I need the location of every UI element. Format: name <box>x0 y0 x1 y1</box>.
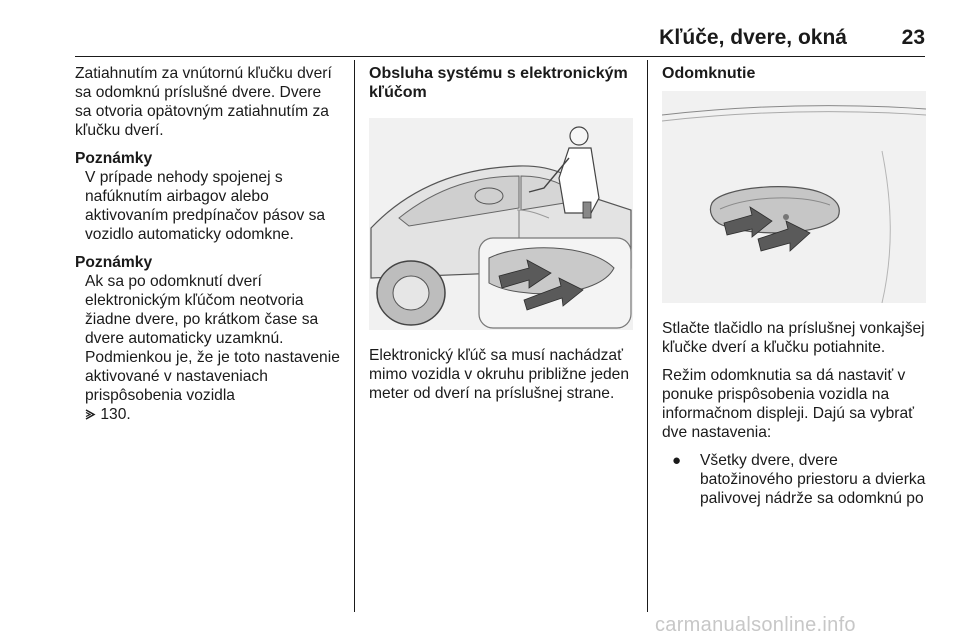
column-1 <box>75 64 340 433</box>
bullet-icon: ● <box>672 452 682 469</box>
note-text-body: Ak sa po odomknutí dverí elektronickým kľúčom neotvoria žiadne dvere, po krátkom čase sa dvere automaticky uzamknú. Podmienkou je, že je toto nastavenie aktivované v nastaveniach prispôsobenia vozidla <box>85 273 340 404</box>
intro-paragraph: Zatiahnutím za vnútornú kľučku dverí sa odomknú príslušné dvere. Dvere sa otvoria opätovným zatiahnutím za kľučku dverí. <box>75 65 332 139</box>
note-title: Poznámky <box>75 150 153 167</box>
page-header <box>75 18 925 50</box>
body-paragraph: Stlačte tlačidlo na príslušnej vonkajšej kľučke dverí a kľučku potiahnite. <box>662 320 925 356</box>
body-paragraph: Režim odomknutia sa dá nastaviť v ponuke prispôsobenia vozidla na informačnom displeji. Dajú sa vybrať dve nastavenia: <box>662 367 914 441</box>
section-heading: Odomknutie <box>662 65 756 82</box>
body-paragraph: Elektronický kľúč sa musí nachádzať mimo vozidla v okruhu približne jeden meter od dverí na príslušnej strane. <box>369 347 630 402</box>
car-door-with-person-illustration <box>369 118 633 330</box>
column-divider-left <box>354 60 355 612</box>
page-number: 23 <box>901 26 925 49</box>
note-text <box>85 272 340 424</box>
list-item <box>672 451 927 508</box>
column-divider-right <box>647 60 648 612</box>
note-title: Poznámky <box>75 254 153 271</box>
note-text: V prípade nehody spojenej s nafúknutím airbagov alebo aktivovaním predpínačov pásov sa vozidlo automaticky odomkne. <box>85 169 326 243</box>
column-2 <box>369 64 634 412</box>
header-divider <box>75 56 925 57</box>
door-handle-press-illustration <box>662 91 926 303</box>
section-heading: Obsluha systému s elektronickým kľúčom <box>369 65 628 101</box>
page-reference-arrow-icon <box>85 406 96 423</box>
list-item-text: Všetky dvere, dvere batožinového priestoru a dvierka palivovej nádrže sa odomknú po <box>700 452 926 507</box>
section-title: Kľúče, dvere, okná <box>659 26 847 49</box>
column-3 <box>662 64 927 508</box>
page-reference[interactable]: 130. <box>100 406 131 423</box>
watermark: carmanualsonline.info <box>655 614 856 636</box>
